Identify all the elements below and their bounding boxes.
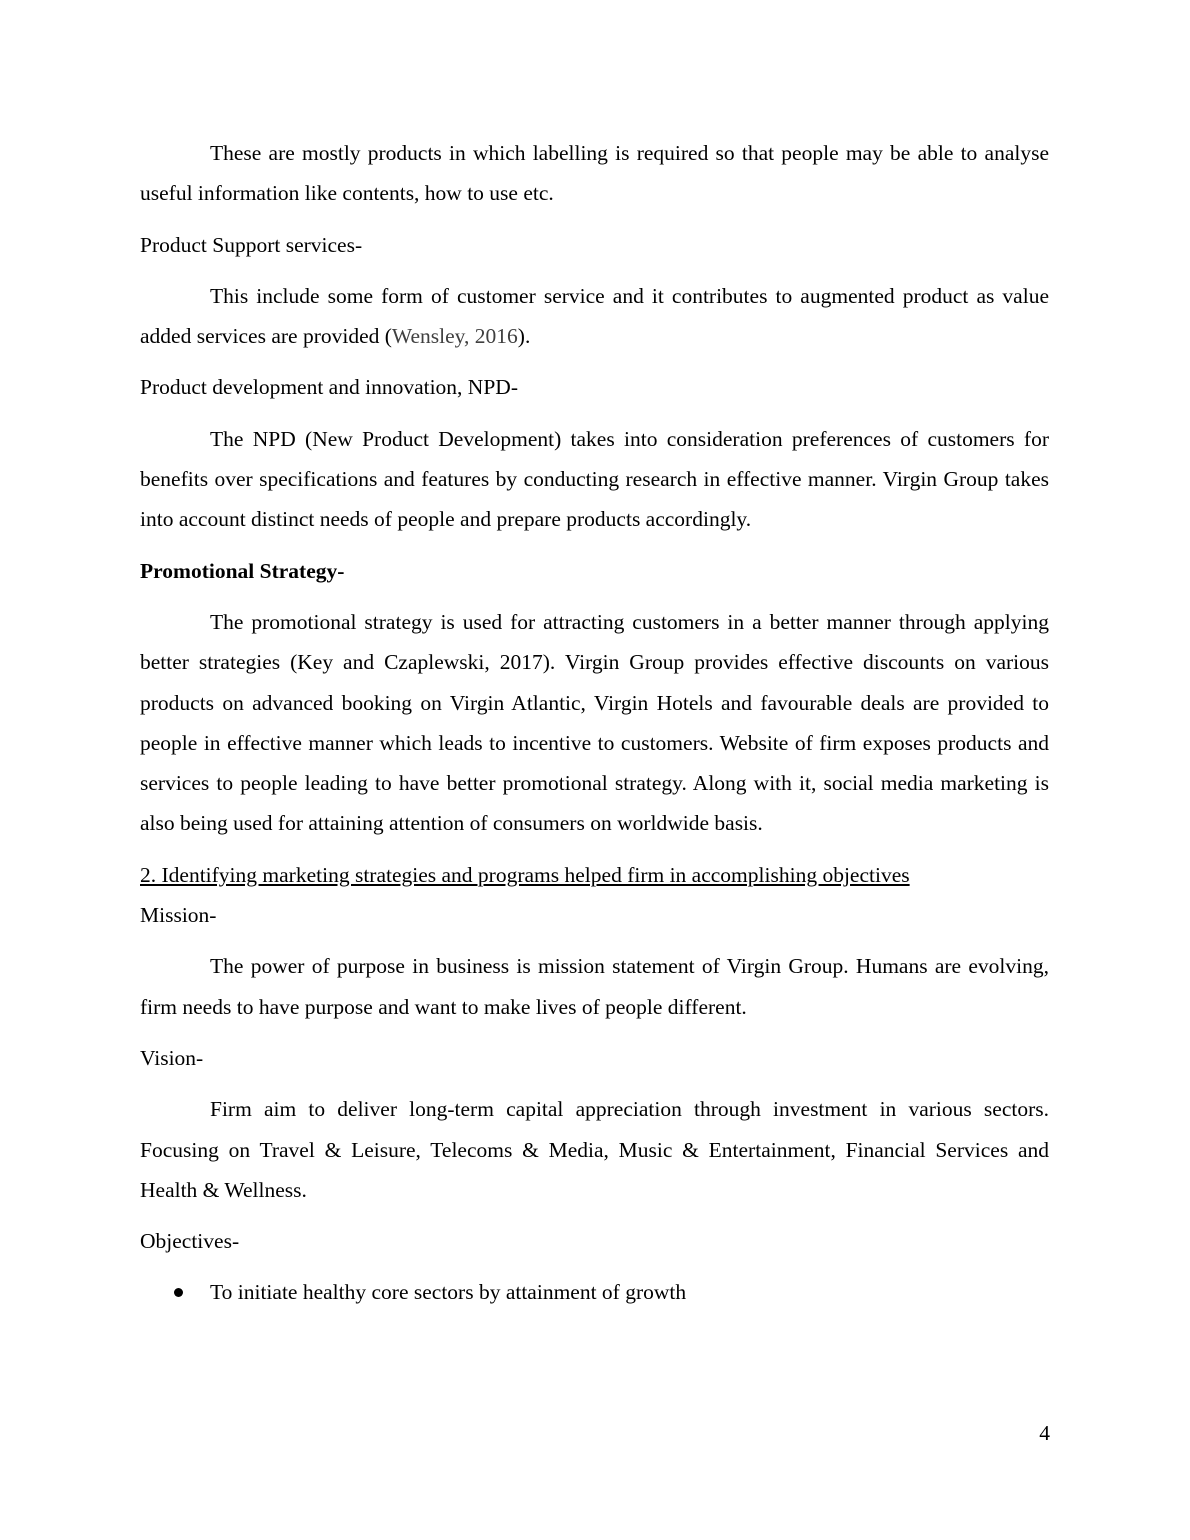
objectives-list: [140, 1272, 1049, 1312]
page-number: 4: [1039, 1421, 1050, 1445]
heading-section-2: 2. Identifying marketing strategies and programs helped firm in accomplishing objectives: [140, 862, 910, 887]
paragraph-vision: Firm aim to deliver long-term capital appreciation through investment in various sectors. Focusing on Travel & Leisure, Telecoms & Media, Music & Entertainment, Financial Services and Health & Wellness.: [140, 1097, 1049, 1202]
heading-vision: Vision-: [140, 1045, 204, 1070]
paragraph-labelling: These are mostly products in which labelling is required so that people may be able to analyse useful information like contents, how to use etc.: [140, 141, 1049, 206]
paragraph-promotional-strategy: The promotional strategy is used for attracting customers in a better manner through applying better strategies (Key and Czaplewski, 2017). Virgin Group provides effective discounts on various products on advanced booking on Virgin Atlantic, Virgin Hotels and favourable deals are provided to people in effective manner which leads to incentive to customers. Website of firm exposes products and services to people leading to have better promotional strategy. Along with it, social media marketing is also being used for attaining attention of consumers on worldwide basis.: [140, 609, 1049, 836]
heading-product-support: Product Support services-: [140, 232, 363, 257]
paragraph-mission: The power of purpose in business is mission statement of Virgin Group. Humans are evolving, firm needs to have purpose and want to make lives of people different.: [140, 954, 1049, 1019]
bullet-icon: [174, 1288, 183, 1297]
document-page: [140, 133, 1049, 1313]
heading-promotional-strategy: Promotional Strategy-: [140, 558, 345, 583]
paragraph-product-support-end: ).: [517, 324, 531, 349]
paragraph-npd: The NPD (New Product Development) takes into consideration preferences of customers for benefits over specifications and features by conducting research in effective manner. Virgin Group takes into account distinct needs of people and prepare products accordingly.: [140, 426, 1049, 532]
heading-mission: Mission-: [140, 903, 217, 928]
heading-objectives: Objectives-: [140, 1229, 240, 1254]
citation-wensley: Wensley, 2016: [391, 324, 518, 349]
objective-text: To initiate healthy core sectors by attainment of growth: [210, 1280, 687, 1305]
heading-npd: Product development and innovation, NPD-: [140, 375, 518, 400]
paragraph-product-support: [140, 276, 1049, 357]
list-item: [140, 1272, 1049, 1312]
paragraph-product-support-text: This include some form of customer service and it contributes to augmented product as value added services are provided (: [140, 283, 1049, 349]
